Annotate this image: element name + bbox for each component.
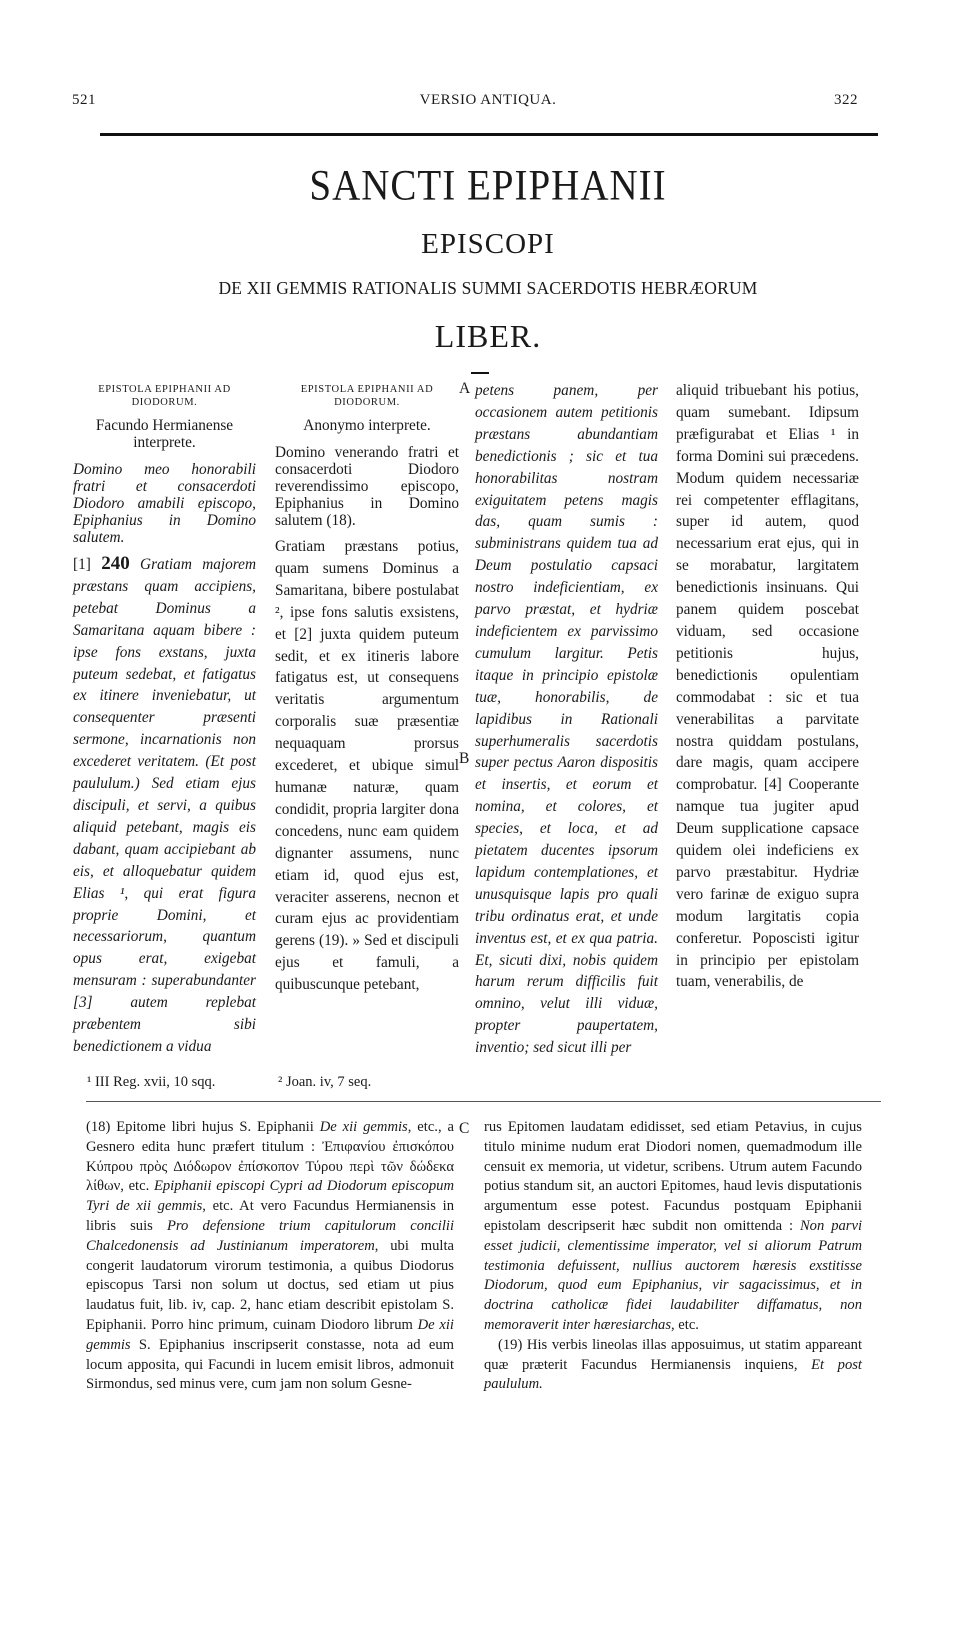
section-marker: [1]: [73, 556, 91, 573]
title-liber: LIBER.: [434, 318, 542, 354]
note-italic: De xii gemmis: [319, 1119, 408, 1135]
notes-divider: [86, 1101, 881, 1102]
column-heading: EPISTOLA EPIPHANII AD DIODORUM.: [98, 384, 231, 408]
note-text: , ubi multa congerit laudatorum virorum testimonia, a quibus Diodorus episcopus Tarsi non solum ut doctus, sed etiam ut pius laudatus fuit, lib. iv, cap. 2, hanc etiam describit epistolam S. Epiphanii. Porro hinc primum, cuinam Diodoro librum: [86, 1237, 454, 1333]
interpreter-note: Facundo Hermianense interprete.: [95, 417, 234, 451]
note-text: (19) His verbis lineolas illas apposuimus, ut statim appareant quæ præterit Facundus Hermianensis inquiens,: [484, 1336, 862, 1373]
note-left-column: [86, 1118, 454, 1395]
page-number-left: 521: [72, 92, 96, 108]
body-text: aliquid tribuebant his potius, quam sumebant. Idipsum præfigurabat et Elias ¹ in forma Domini sui præcedens. Modum quidem necessariæ rei competenter efflagitans, super id autem, quod necessarium erat ejus, qui in se morabatur, largitatem benedictionis insinuans. Qui panem quidem poscebat viduam, sed occasione petitionis hujus, benedictionis opulentiam commodabat : sic et tua venerabilitas a parvitate nostra quiddam postulans, dare magis, quam accipere comprobatur. [4] Cooperante namque tua jugiter apud Deum supplicatione capsace quidem olei indeficiens ex parvo præstabitur. Hydriæ vero farinæ de exiguo supra modum largitatis copia conferetur. Poposcisti igitur in principio per epistolam tuam, venerabilis, de: [676, 382, 859, 991]
title-office: EPISCOPI: [421, 228, 555, 260]
note-text: rus Epitomen laudatam edidisset, sed etiam Petavius, in cujus titulo minime nudum erat Diodori nomen, quemadmodum ille censuit ex memoria, ut videtur, scribens. Utrum autem Facundo potius standum sit, an auctori Epitomes, haud levis disputationis argumentum esse potest. Facundus postquam Epiphanii epistolam descripserit hæc subdit non omittenda :: [484, 1119, 862, 1234]
footnote-ref-2: ² Joan. iv, 7 seq.: [278, 1074, 372, 1090]
title-subject: DE XII GEMMIS RATIONALIS SUMMI SACERDOTIS HEBRÆORUM: [218, 278, 758, 298]
column-facundus: [73, 383, 256, 1058]
body-text: Gratiam præstans potius, quam sumens Dominus a Samaritana, bibere postulabat ², ipse fons salutis exsistens, et [2] juxta quidem puteum sedit, et ex itineris labore fatigatus est, ut consequens veritatis argumentum corporalis suæ præsentiæ nequaquam prorsus excederet, et ubique simul humanæ naturæ, quam condidit, propria largiter dona concedens, nunc eam quidem dignanter assumens, nunc etiam id, quod ejus est, veraciter asserens, necnon et curam ejus ac providentiam gerens (19). » Sed et discipuli ejus et famuli, a quibuscunque petebant,: [275, 538, 459, 994]
note-text: , etc.: [671, 1316, 699, 1333]
column-facundus-continued: [475, 380, 658, 1059]
note-right-column: [484, 1118, 862, 1395]
page-number-right: 322: [834, 92, 858, 108]
note-italic: Et post paululum.: [484, 1356, 862, 1393]
salutation: Domino meo honorabili fratri et consacerdoti Diodoro amabili episcopo, Epiphanius in Domino salutem.: [73, 461, 256, 546]
note-text: (18) Epitome libri hujus S. Epiphanii: [86, 1119, 320, 1135]
margin-letter-a: A: [459, 380, 471, 397]
margin-letter-b: B: [459, 750, 470, 767]
note-text: , etc., a Gesnero edita hunc præfert titulum : Ἐπιφανίου ἐπισκόπου Κύπρου πρὸς Διόδωρον ἐπίσκοπον Τύρου περὶ τῶν δώδεκα λίθων, etc.: [86, 1119, 454, 1195]
column-anonymous: [275, 383, 459, 996]
note-italic: Epiphanii episcopi Cypri ad Diodorum episcopum Tyri de xii gemmis: [86, 1178, 454, 1215]
column-anonymous-continued: [676, 380, 859, 993]
note-text: S. Epiphanius inscripserit constasse, nota ad eum locum apposita, qui Facundi in lucem emisit libros, admonuit Sirmondus, sed minus vere, cum jam non solum Gesne-: [86, 1336, 454, 1393]
title-author: SANCTI EPIPHANII: [309, 161, 667, 210]
salutation: Domino venerando fratri et consacerdoti Diodoro reverendissimo episcopo, Epiphanius in Domino salutem (18).: [275, 444, 459, 529]
running-title: VERSIO ANTIQUA.: [419, 92, 557, 108]
header-rule: [100, 133, 878, 136]
note-italic: Pro defensione trium capitulorum concilii Chalcedonensis ad Justinianum imperatorem: [86, 1217, 454, 1254]
note-italic: De xii gemmis: [86, 1316, 454, 1353]
note-italic: Non parvi esset judicii, clementissime imperator, vel si aliorum Patrum testimonia defuissent, nullius auctorem hæresis exstitisse Diodorum, quod eum Epiphanius, vir sagacissimus, et in doctrina catholicæ fidei laudabiliter diffamatus, non memoraverit inter hæresiarchas: [484, 1217, 863, 1333]
bold-column-number: 240: [101, 553, 130, 574]
margin-letter-c: C: [459, 1120, 470, 1137]
body-text: Gratiam majorem præstans quam accipiens, petebat Dominus a Samaritana aquam bibere : ipse fons exstans, juxta puteum sedebat, et fatigatus ex itinere inveniebatur, ut consequenter præsenti sermone, incarnationis non excederet veritatem. (Et post paululum.) Sed etiam ejus discipuli, et servi, a quibus aliquid petebant, magis eis dabant, quam accipiebant ab eis, et alloquebatur quidem Elias ¹, qui erat figura proprie Domini, et necessariorum, quantum opus erat, exigebat mensuram : superabundanter [3] autem replebat præbentem sibi benedictionem a vidua: [73, 556, 257, 1055]
body-text: petens panem, per occasionem autem petitionis præstans abundantiam benedictionis ; sic et tua honorabilitas nostram exiguitatem petens magis das, quam sumis : subministrans quidem tua ad Deum postulatio capsaci nostro indeficientiam, ex parvo præstat, et hydriæ indeficientem ex parvissimo cumulum largitur. Petis itaque in principio epistolæ tuæ, honorabilis, de lapidibus in Rationali superhumeralis sacerdotis super pectus Aaron dispositis et insertis, et eorum et nomina, et colores, et species, et loca, et ad pietatem ducentes ipsorum lapidum contemplationes, et unusquisque lapis pro quali tribu ordinatus erat, et unde inventus est, et ex qua patria. Et, sicuti dixi, nobis quidem harum rerum difficilis fuit omnino, velut illi viduæ, propter paupertatem, inventio; sed sicut illi per: [475, 382, 658, 1057]
footnote-ref-1: ¹ III Reg. xvii, 10 sqq.: [87, 1074, 216, 1090]
column-heading: EPISTOLA EPIPHANII AD DIODORUM.: [300, 384, 434, 408]
interpreter-note: Anonymo interprete.: [303, 417, 431, 434]
title-dash: [471, 372, 489, 374]
note-text: , etc. At vero Facundus Hermianensis in libris suis: [86, 1198, 455, 1234]
